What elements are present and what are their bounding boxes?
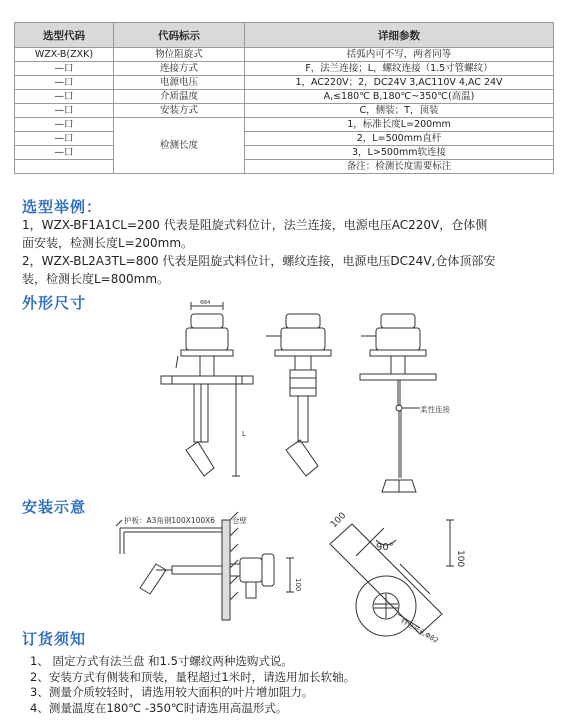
device-flange-drawing bbox=[161, 302, 253, 476]
table-row bbox=[15, 104, 554, 118]
example-line: 装，检测长度L=800mm。 bbox=[22, 272, 170, 286]
device-soft-link-drawing bbox=[360, 314, 436, 492]
selection-table bbox=[14, 22, 554, 174]
table-row bbox=[15, 76, 554, 90]
example-title: 选型举例： bbox=[22, 198, 103, 216]
order-note-item: 4、测量温度在180℃ -350℃时请选用高温形式。 bbox=[30, 700, 288, 715]
soft-link-label: 柔性连接 bbox=[420, 405, 450, 414]
example-text bbox=[22, 216, 495, 288]
row-name: 电源电压 bbox=[114, 76, 245, 90]
plate-label: 护板：A3角钢100X100X6 bbox=[124, 516, 216, 525]
dim-top-label: Φ84 bbox=[200, 300, 211, 306]
row-detail: C，侧装；T，顶装 bbox=[245, 104, 554, 118]
dim-l-label: L bbox=[242, 430, 246, 438]
order-note-item: 3、测量介质较轻时，请选用较大面积的叶片增加阻力。 bbox=[30, 685, 314, 699]
row-name: 检测长度 bbox=[114, 118, 245, 174]
dimension-title: 外形尺寸 bbox=[22, 294, 87, 312]
row-detail: 1，标准长度L=200mm bbox=[245, 118, 554, 132]
row-detail: 2，L=500mm直杆 bbox=[245, 132, 554, 146]
row-name: 介质温度 bbox=[114, 90, 245, 104]
header-code: 选型代码 bbox=[15, 23, 114, 48]
install-title: 安装示意 bbox=[22, 498, 87, 516]
top-install-drawing bbox=[330, 520, 454, 636]
dim-b-label: 100 bbox=[455, 550, 465, 568]
table-row bbox=[15, 160, 554, 174]
order-note-item: 2、安装方式有侧装和顶装，量程超过1米时，请选用加长软轴。 bbox=[30, 669, 356, 684]
wall-label: 仓壁 bbox=[232, 516, 247, 525]
row-code: —口 bbox=[15, 132, 114, 146]
table-row bbox=[15, 62, 554, 76]
row-detail: 1，AC220V；2，DC24V 3,AC110V 4,AC 24V bbox=[245, 76, 554, 90]
example-line: 2，WZX-BL2A3TL=800 代表是阻旋式料位计，螺纹连接，电源电压DC24V,仓体顶部安 bbox=[22, 254, 496, 268]
row-detail: A,≤180℃ B,180℃~350℃(高温) bbox=[245, 90, 554, 104]
row-detail: 括弧内可不写，两者同等 bbox=[245, 48, 554, 62]
order-notes-list bbox=[30, 654, 355, 716]
table-row bbox=[15, 48, 554, 62]
example-line: 面安装，检测长度L=200mm。 bbox=[22, 236, 194, 250]
hole-label: 料仓开孔Φ82 bbox=[399, 616, 440, 645]
row-name: 连接方式 bbox=[114, 62, 245, 76]
row-code: —口 bbox=[15, 146, 114, 160]
row-code: —口 bbox=[15, 104, 114, 118]
row-code: WZX-B(ZXK) bbox=[15, 48, 114, 62]
table-row bbox=[15, 118, 554, 132]
table-row bbox=[15, 146, 554, 160]
row-detail: 3，L>500mm软连接 bbox=[245, 146, 554, 160]
header-name: 代码标示 bbox=[114, 23, 245, 48]
example-line: 1，WZX-BF1A1CL=200 代表是阻旋式料位计，法兰连接，电源电压AC220V，仓体侧 bbox=[22, 218, 488, 232]
device-thread-drawing bbox=[266, 314, 331, 476]
row-code: —口 bbox=[15, 118, 114, 132]
table-header-row bbox=[15, 23, 554, 48]
dimension-drawing bbox=[0, 296, 578, 500]
table-row bbox=[15, 132, 554, 146]
order-title: 订货须知 bbox=[22, 630, 87, 648]
dim-side-label: 100 bbox=[294, 578, 302, 592]
row-detail: F，法兰连接；L，螺纹连接（1.5寸管螺纹） bbox=[245, 62, 554, 76]
row-code: —口 bbox=[15, 76, 114, 90]
angle-label: 90° bbox=[376, 542, 394, 553]
row-code: —口 bbox=[15, 62, 114, 76]
row-code: —口 bbox=[15, 90, 114, 104]
row-name: 物位阻旋式 bbox=[114, 48, 245, 62]
order-note-item: 1、 固定方式有法兰盘 和1.5寸螺纹两种选购式说。 bbox=[30, 654, 293, 668]
table-row bbox=[15, 90, 554, 104]
row-detail: 备注：检测长度需要标注 bbox=[245, 160, 554, 174]
row-name: 安装方式 bbox=[114, 104, 245, 118]
dim-a-label: 100 bbox=[329, 510, 349, 531]
side-install-drawing bbox=[116, 512, 294, 620]
row-code bbox=[15, 160, 114, 174]
header-detail: 详细参数 bbox=[245, 23, 554, 48]
